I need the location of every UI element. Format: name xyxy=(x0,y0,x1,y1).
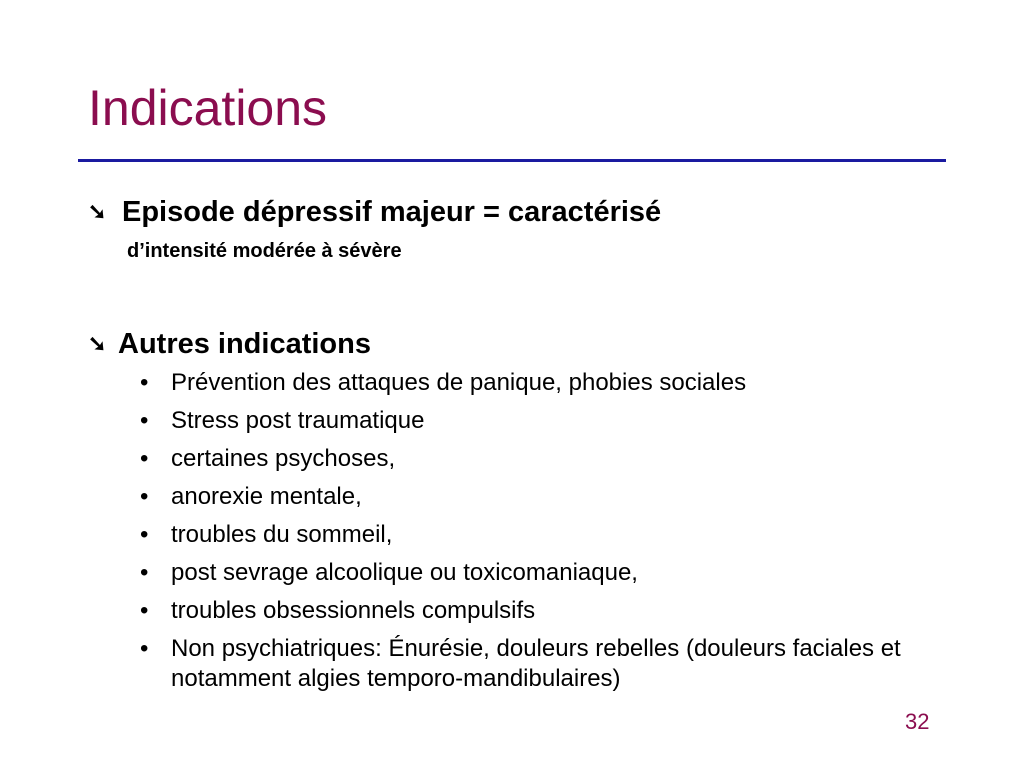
bullet-dot-icon: • xyxy=(140,635,149,662)
list-item: • troubles obsessionnels compulsifs xyxy=(140,597,536,624)
list-item: • Prévention des attaques de panique, phobies sociales xyxy=(140,369,747,396)
bullet-dot-icon: • xyxy=(140,597,149,624)
bullet-dot-icon: • xyxy=(140,445,149,472)
page-number: 32 xyxy=(905,709,930,734)
bullet-text: Episode dépressif majeur = caractérisé xyxy=(122,196,662,228)
bullet-dot-icon: • xyxy=(140,407,149,434)
arrow-down-right-icon: ➘ xyxy=(88,331,107,356)
list-item: • post sevrage alcoolique ou toxicomaniaque, xyxy=(140,559,638,586)
bullet-autres-indications xyxy=(88,324,371,364)
list-item: • Stress post traumatique xyxy=(140,407,425,434)
list-item: • certaines psychoses, xyxy=(140,445,396,472)
list-item: • Non psychiatriques: Énurésie, douleurs rebelles (douleurs faciales et notamment algies temporo-mandibulaires) xyxy=(140,635,901,692)
list-item: • troubles du sommeil, xyxy=(140,521,393,548)
bullet-text: Autres indications xyxy=(118,328,371,360)
bullet-dot-icon: • xyxy=(140,521,149,548)
slide-title: Indications xyxy=(88,80,328,136)
list-item: • anorexie mentale, xyxy=(140,483,362,510)
bullet-episode-depressif xyxy=(88,192,661,232)
bullet-subtext: d’intensité modérée à sévère xyxy=(127,240,402,262)
bullet-dot-icon: • xyxy=(140,483,149,510)
bullet-dot-icon: • xyxy=(140,559,149,586)
bullet-dot-icon: • xyxy=(140,369,149,396)
arrow-down-right-icon: ➘ xyxy=(88,199,107,224)
title-divider xyxy=(78,159,946,162)
sub-bullet-list xyxy=(140,368,940,694)
